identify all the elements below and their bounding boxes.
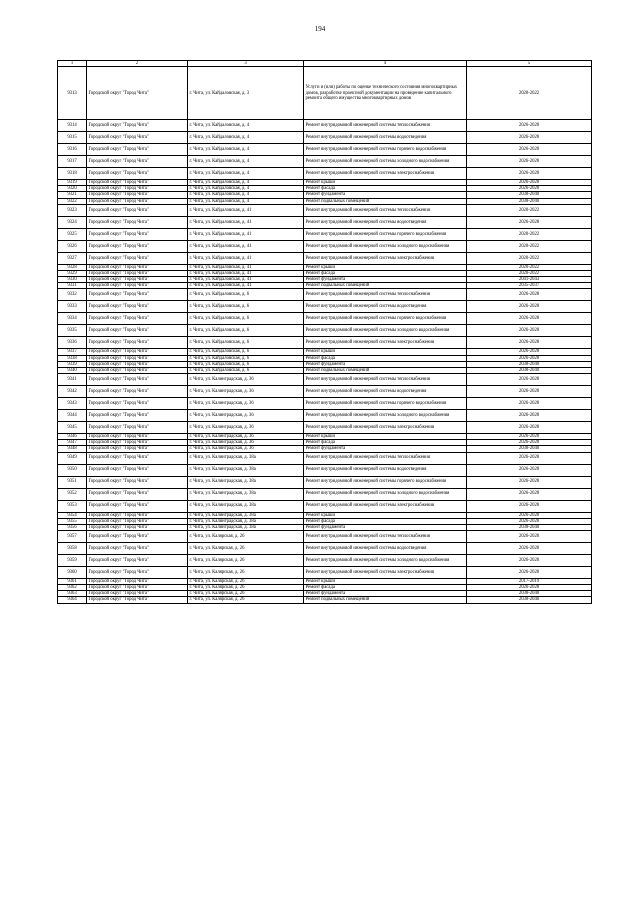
row-number-cell: 9316 [58,144,87,156]
address-cell: г. Чита, ул. Кайдаловская, д. 41 [188,283,304,289]
work-type-cell: Ремонт внутридомовой инженерной системы холодного водоснабжения [304,410,467,422]
period-cell: 2020-2022 [467,204,592,216]
table-row [58,240,592,252]
period-cell: 2020-2022 [467,67,592,120]
work-type-cell: Услуги и (или) работы по оценке технического состояния многоквартирных домов, разработке проектной документации на проведение капитального ремонта общего имущества многоквартирных домов [304,67,467,120]
work-type-cell: Ремонт крыши [304,578,467,584]
address-cell: г. Чита, ул. Кайдаловская, д. 41 [188,204,304,216]
district-cell: Городской округ "Город Чита" [87,585,188,591]
district-cell: Городской округ "Город Чита" [87,374,188,386]
table-row [58,301,592,313]
address-cell: г. Чита, ул. Кайдаловская, д. 6 [188,325,304,337]
address-cell: г. Чита, ул. Калинградская, д. 38а [188,488,304,500]
work-type-cell: Ремонт внутридомовой инженерной системы горячего водоснабжения [304,476,467,488]
period-cell: 2026-2028 [467,132,592,144]
work-type-cell: Ремонт фасада [304,355,467,361]
work-type-cell: Ремонт внутридомовой инженерной системы теплоснабжения [304,289,467,301]
address-cell: г. Чита, ул. Калинградская, д. 36 [188,422,304,434]
district-cell: Городской округ "Город Чита" [87,542,188,554]
period-cell: 2020-2022 [467,264,592,270]
period-cell: 2020-2022 [467,252,592,264]
work-type-cell: Ремонт внутридомовой инженерной системы горячего водоснабжения [304,313,467,325]
period-cell: 2026-2028 [467,585,592,591]
district-cell: Городской округ "Город Чита" [87,204,188,216]
row-number-cell: 9337 [58,349,87,355]
row-number-cell: 9318 [58,168,87,180]
period-cell: 2020-2022 [467,228,592,240]
address-cell: г. Чита, ул. Калинградская, д. 38а [188,464,304,476]
table-row [58,500,592,512]
row-number-cell: 9360 [58,566,87,578]
district-cell: Городской округ "Город Чита" [87,361,188,367]
district-cell: Городской округ "Город Чита" [87,180,188,186]
address-cell: г. Чита, ул. Кайдаловская, д. 6 [188,349,304,355]
period-cell: 2026-2028 [467,398,592,410]
row-number-cell: 9329 [58,270,87,276]
row-number-cell: 9335 [58,325,87,337]
row-number-cell: 9363 [58,591,87,597]
row-number-cell: 9353 [58,500,87,512]
address-cell: г. Чита, ул. Калярская, д. 26 [188,554,304,566]
period-cell: 2038-2040 [467,367,592,373]
row-number-cell: 9331 [58,283,87,289]
header-cell-2: 2 [87,61,188,67]
period-cell: 2038-2040 [467,192,592,198]
address-cell: г. Чита, ул. Калинградская, д. 38а [188,500,304,512]
work-type-cell: Ремонт фасада [304,585,467,591]
row-number-cell: 9356 [58,524,87,530]
work-type-cell: Ремонт внутридомовой инженерной системы электроснабжения [304,566,467,578]
period-cell: 2026-2028 [467,313,592,325]
address-cell: г. Чита, ул. Калинградская, д. 36 [188,434,304,440]
period-cell: 2026-2028 [467,542,592,554]
address-cell: г. Чита, ул. Калинградская, д. 36 [188,398,304,410]
table-row [58,530,592,542]
table-row [58,204,592,216]
address-cell: г. Чита, ул. Кайдаловская, д. 4 [188,186,304,192]
row-number-cell: 9345 [58,422,87,434]
district-cell: Городской округ "Город Чита" [87,67,188,120]
work-type-cell: Ремонт внутридомовой инженерной системы теплоснабжения [304,452,467,464]
period-cell: 2026-2028 [467,186,592,192]
period-cell: 2026-2028 [467,512,592,518]
period-cell: 2026-2028 [467,120,592,132]
address-cell: г. Чита, ул. Кайдаловская, д. 41 [188,264,304,270]
period-cell: 2026-2028 [467,518,592,524]
row-number-cell: 9351 [58,476,87,488]
table-row [58,554,592,566]
district-cell: Городской округ "Город Чита" [87,591,188,597]
work-type-cell: Ремонт внутридомовой инженерной системы холодного водоснабжения [304,554,467,566]
work-type-cell: Ремонт фундамента [304,591,467,597]
row-number-cell: 9317 [58,156,87,168]
row-number-cell: 9333 [58,301,87,313]
work-type-cell: Ремонт фундамента [304,361,467,367]
address-cell: г. Чита, ул. Кайдаловская, д. 41 [188,216,304,228]
work-type-cell: Ремонт крыши [304,264,467,270]
district-cell: Городской округ "Город Чита" [87,530,188,542]
work-type-cell: Ремонт внутридомовой инженерной системы водоотведения [304,132,467,144]
address-cell: г. Чита, ул. Калярская, д. 26 [188,542,304,554]
row-number-cell: 9327 [58,252,87,264]
work-type-cell: Ремонт крыши [304,512,467,518]
district-cell: Городской округ "Город Чита" [87,198,188,204]
address-cell: г. Чита, ул. Кайдаловская, д. 4 [188,192,304,198]
period-cell: 2026-2028 [467,386,592,398]
period-cell: 2026-2028 [467,301,592,313]
address-cell: г. Чита, ул. Калинградская, д. 36 [188,374,304,386]
work-type-cell: Ремонт внутридомовой инженерной системы водоотведения [304,464,467,476]
address-cell: г. Чита, ул. Калинградская, д. 36 [188,386,304,398]
table-row [58,216,592,228]
district-cell: Городской округ "Город Чита" [87,228,188,240]
work-type-cell: Ремонт внутридомовой инженерной системы электроснабжения [304,500,467,512]
address-cell: г. Чита, ул. Кайдаловская, д. 6 [188,367,304,373]
period-cell: 2026-2028 [467,349,592,355]
address-cell: г. Чита, ул. Калинградская, д. 38а [188,476,304,488]
period-cell: 2026-2028 [467,422,592,434]
row-number-cell: 9348 [58,446,87,452]
work-type-cell: Ремонт внутридомовой инженерной системы горячего водоснабжения [304,398,467,410]
table-body [58,61,592,604]
district-cell: Городской округ "Город Чита" [87,488,188,500]
district-cell: Городской округ "Город Чита" [87,410,188,422]
period-cell: 2026-2028 [467,488,592,500]
table-row [58,422,592,434]
row-number-cell: 9328 [58,264,87,270]
address-cell: г. Чита, ул. Кайдаловская, д. 41 [188,270,304,276]
table-row [58,542,592,554]
address-cell: г. Чита, ул. Калинградская, д. 36 [188,440,304,446]
address-cell: г. Чита, ул. Кайдаловская, д. 6 [188,301,304,313]
period-cell: 2038-2040 [467,524,592,530]
row-number-cell: 9322 [58,198,87,204]
district-cell: Городской округ "Город Чита" [87,252,188,264]
work-type-cell: Ремонт фасада [304,518,467,524]
period-cell: 2026-2028 [467,325,592,337]
work-type-cell: Ремонт внутридомовой инженерной системы электроснабжения [304,422,467,434]
district-cell: Городской округ "Город Чита" [87,446,188,452]
address-cell: г. Чита, ул. Калярская, д. 26 [188,585,304,591]
address-cell: г. Чита, ул. Кайдаловская, д. 4 [188,156,304,168]
header-cell-5: 5 [467,61,592,67]
row-number-cell: 9361 [58,578,87,584]
table-row [58,452,592,464]
period-cell: 2038-2040 [467,446,592,452]
address-cell: г. Чита, ул. Кайдаловская, д. 3 [188,67,304,120]
table-row [58,132,592,144]
district-cell: Городской округ "Город Чита" [87,337,188,349]
work-type-cell: Ремонт внутридомовой инженерной системы теплоснабжения [304,204,467,216]
period-cell: 2041-2043 [467,277,592,283]
row-number-cell: 9342 [58,386,87,398]
row-number-cell: 9344 [58,410,87,422]
district-cell: Городской округ "Город Чита" [87,270,188,276]
district-cell: Городской округ "Город Чита" [87,500,188,512]
address-cell: г. Чита, ул. Калинградская, д. 38а [188,452,304,464]
row-number-cell: 9346 [58,434,87,440]
district-cell: Городской округ "Город Чита" [87,422,188,434]
address-cell: г. Чита, ул. Кайдаловская, д. 6 [188,289,304,301]
address-cell: г. Чита, ул. Калинградская, д. 38а [188,524,304,530]
district-cell: Городской округ "Город Чита" [87,192,188,198]
address-cell: г. Чита, ул. Калярская, д. 26 [188,566,304,578]
period-cell: 2026-2028 [467,337,592,349]
work-type-cell: Ремонт фасада [304,440,467,446]
table-row [58,597,592,603]
address-cell: г. Чита, ул. Кайдаловская, д. 4 [188,198,304,204]
district-cell: Городской округ "Город Чита" [87,144,188,156]
period-cell: 2026-2028 [467,440,592,446]
district-cell: Городской округ "Город Чита" [87,216,188,228]
work-type-cell: Ремонт подвальных помещений [304,198,467,204]
table-row [58,156,592,168]
address-cell: г. Чита, ул. Кайдаловская, д. 6 [188,337,304,349]
row-number-cell: 9326 [58,240,87,252]
row-number-cell: 9352 [58,488,87,500]
row-number-cell: 9324 [58,216,87,228]
district-cell: Городской округ "Город Чита" [87,367,188,373]
work-type-cell: Ремонт фасада [304,270,467,276]
table-row [58,374,592,386]
table-row [58,325,592,337]
district-cell: Городской округ "Город Чита" [87,452,188,464]
work-type-cell: Ремонт внутридомовой инженерной системы водоотведения [304,542,467,554]
period-cell: 2026-2028 [467,168,592,180]
district-cell: Городской округ "Город Чита" [87,132,188,144]
page-number: 194 [314,25,326,33]
district-cell: Городской округ "Город Чита" [87,313,188,325]
work-type-cell: Ремонт фундамента [304,192,467,198]
period-cell: 2026-2028 [467,554,592,566]
row-number-cell: 9350 [58,464,87,476]
period-cell: 2026-2028 [467,566,592,578]
district-cell: Городской округ "Город Чита" [87,434,188,440]
period-cell: 2026-2028 [467,500,592,512]
period-cell: 2026-2028 [467,180,592,186]
address-cell: г. Чита, ул. Калярская, д. 26 [188,591,304,597]
district-cell: Городской округ "Город Чита" [87,264,188,270]
work-type-cell: Ремонт внутридомовой инженерной системы водоотведения [304,301,467,313]
district-cell: Городской округ "Город Чита" [87,186,188,192]
table-row [58,464,592,476]
row-number-cell: 9364 [58,597,87,603]
row-number-cell: 9334 [58,313,87,325]
work-type-cell: Ремонт фундамента [304,277,467,283]
district-cell: Городской округ "Город Чита" [87,440,188,446]
district-cell: Городской округ "Город Чита" [87,524,188,530]
row-number-cell: 9325 [58,228,87,240]
work-type-cell: Ремонт подвальных помещений [304,367,467,373]
district-cell: Городской округ "Город Чита" [87,398,188,410]
table-row [58,398,592,410]
row-number-cell: 9330 [58,277,87,283]
address-cell: г. Чита, ул. Кайдаловская, д. 4 [188,120,304,132]
district-cell: Городской округ "Город Чита" [87,277,188,283]
row-number-cell: 9332 [58,289,87,301]
work-type-cell: Ремонт внутридомовой инженерной системы электроснабжения [304,252,467,264]
address-cell: г. Чита, ул. Кайдаловская, д. 41 [188,277,304,283]
work-type-cell: Ремонт внутридомовой инженерной системы холодного водоснабжения [304,240,467,252]
period-cell: 2026-2028 [467,216,592,228]
row-number-cell: 9315 [58,132,87,144]
row-number-cell: 9355 [58,518,87,524]
row-number-cell: 9320 [58,186,87,192]
address-cell: г. Чита, ул. Кайдаловская, д. 6 [188,313,304,325]
work-type-cell: Ремонт внутридомовой инженерной системы холодного водоснабжения [304,325,467,337]
row-number-cell: 9313 [58,67,87,120]
table-row [58,313,592,325]
district-cell: Городской округ "Город Чита" [87,566,188,578]
period-cell: 2026-2028 [467,530,592,542]
district-cell: Городской округ "Город Чита" [87,597,188,603]
table-row [58,289,592,301]
row-number-cell: 9336 [58,337,87,349]
table-row [58,120,592,132]
row-number-cell: 9339 [58,361,87,367]
header-cell-4: 4 [304,61,467,67]
district-cell: Городской округ "Город Чита" [87,301,188,313]
district-cell: Городской округ "Город Чита" [87,349,188,355]
table-row [58,252,592,264]
address-cell: г. Чита, ул. Кайдаловская, д. 6 [188,355,304,361]
address-cell: г. Чита, ул. Кайдаловская, д. 4 [188,180,304,186]
address-cell: г. Чита, ул. Калинградская, д. 36 [188,446,304,452]
work-type-cell: Ремонт подвальных помещений [304,597,467,603]
work-type-cell: Ремонт внутридомовой инженерной системы теплоснабжения [304,530,467,542]
district-cell: Городской округ "Город Чита" [87,578,188,584]
work-type-cell: Ремонт внутридомовой инженерной системы горячего водоснабжения [304,228,467,240]
period-cell: 2038-2040 [467,198,592,204]
address-cell: г. Чита, ул. Кайдаловская, д. 4 [188,132,304,144]
table-row [58,386,592,398]
period-cell: 2026-2028 [467,452,592,464]
work-type-cell: Ремонт фундамента [304,446,467,452]
district-cell: Городской округ "Город Чита" [87,289,188,301]
address-cell: г. Чита, ул. Калярская, д. 26 [188,530,304,542]
table-row [58,488,592,500]
row-number-cell: 9354 [58,512,87,518]
work-type-cell: Ремонт крыши [304,180,467,186]
work-type-cell: Ремонт внутридомовой инженерной системы холодного водоснабжения [304,156,467,168]
row-number-cell: 9349 [58,452,87,464]
district-cell: Городской округ "Город Чита" [87,120,188,132]
table-row [58,476,592,488]
period-cell: 2017-2019 [467,578,592,584]
district-cell: Городской округ "Город Чита" [87,168,188,180]
address-cell: г. Чита, ул. Кайдаловская, д. 41 [188,240,304,252]
table-row [58,228,592,240]
work-type-cell: Ремонт внутридомовой инженерной системы электроснабжения [304,337,467,349]
table-row [58,337,592,349]
row-number-cell: 9357 [58,530,87,542]
table-row [58,168,592,180]
period-cell: 2026-2028 [467,464,592,476]
address-cell: г. Чита, ул. Калинградская, д. 36 [188,410,304,422]
address-cell: г. Чита, ул. Калинградская, д. 38а [188,518,304,524]
period-cell: 2026-2028 [467,476,592,488]
district-cell: Городской округ "Город Чита" [87,283,188,289]
period-cell: 2038-2040 [467,591,592,597]
address-cell: г. Чита, ул. Калярская, д. 26 [188,578,304,584]
period-cell: 2026-2028 [467,156,592,168]
row-number-cell: 9362 [58,585,87,591]
district-cell: Городской округ "Город Чита" [87,512,188,518]
table-row [58,410,592,422]
row-number-cell: 9340 [58,367,87,373]
table-row [58,67,592,120]
row-number-cell: 9314 [58,120,87,132]
period-cell: 2026-2028 [467,410,592,422]
work-type-cell: Ремонт фасада [304,186,467,192]
address-cell: г. Чита, ул. Кайдаловская, д. 41 [188,228,304,240]
address-cell: г. Чита, ул. Калинградская, д. 38а [188,512,304,518]
work-type-cell: Ремонт внутридомовой инженерной системы теплоснабжения [304,374,467,386]
period-cell: 2026-2028 [467,374,592,386]
period-cell: 2035-2037 [467,283,592,289]
row-number-cell: 9338 [58,355,87,361]
period-cell: 2026-2028 [467,355,592,361]
header-cell-1: 1 [58,61,87,67]
district-cell: Городской округ "Город Чита" [87,554,188,566]
period-cell: 2038-2040 [467,361,592,367]
work-type-cell: Ремонт внутридомовой инженерной системы теплоснабжения [304,120,467,132]
period-cell: 2026-2028 [467,289,592,301]
period-cell: 2020-2022 [467,240,592,252]
work-type-cell: Ремонт подвальных помещений [304,283,467,289]
work-type-cell: Ремонт фундамента [304,524,467,530]
table-row [58,566,592,578]
address-cell: г. Чита, ул. Кайдаловская, д. 4 [188,144,304,156]
registry-table [57,60,592,604]
row-number-cell: 9321 [58,192,87,198]
work-type-cell: Ремонт внутридомовой инженерной системы водоотведения [304,216,467,228]
period-cell: 2038-2040 [467,597,592,603]
district-cell: Городской округ "Город Чита" [87,464,188,476]
address-cell: г. Чита, ул. Кайдаловская, д. 6 [188,361,304,367]
district-cell: Городской округ "Город Чита" [87,325,188,337]
district-cell: Городской округ "Город Чита" [87,240,188,252]
row-number-cell: 9319 [58,180,87,186]
address-cell: г. Чита, ул. Кайдаловская, д. 41 [188,252,304,264]
district-cell: Городской округ "Город Чита" [87,518,188,524]
period-cell: 2020-2022 [467,270,592,276]
row-number-cell: 9341 [58,374,87,386]
work-type-cell: Ремонт внутридомовой инженерной системы холодного водоснабжения [304,488,467,500]
row-number-cell: 9359 [58,554,87,566]
table-row [58,144,592,156]
district-cell: Городской округ "Город Чита" [87,386,188,398]
period-cell: 2026-2028 [467,434,592,440]
header-cell-3: 3 [188,61,304,67]
work-type-cell: Ремонт внутридомовой инженерной системы электроснабжения [304,168,467,180]
address-cell: г. Чита, ул. Кайдаловская, д. 4 [188,168,304,180]
row-number-cell: 9358 [58,542,87,554]
work-type-cell: Ремонт внутридомовой инженерной системы горячего водоснабжения [304,144,467,156]
work-type-cell: Ремонт внутридомовой инженерной системы водоотведения [304,386,467,398]
district-cell: Городской округ "Город Чита" [87,355,188,361]
work-type-cell: Ремонт крыши [304,434,467,440]
row-number-cell: 9347 [58,440,87,446]
address-cell: г. Чита, ул. Калярская, д. 26 [188,597,304,603]
period-cell: 2026-2028 [467,144,592,156]
district-cell: Городской округ "Город Чита" [87,476,188,488]
row-number-cell: 9343 [58,398,87,410]
row-number-cell: 9323 [58,204,87,216]
district-cell: Городской округ "Город Чита" [87,156,188,168]
work-type-cell: Ремонт крыши [304,349,467,355]
